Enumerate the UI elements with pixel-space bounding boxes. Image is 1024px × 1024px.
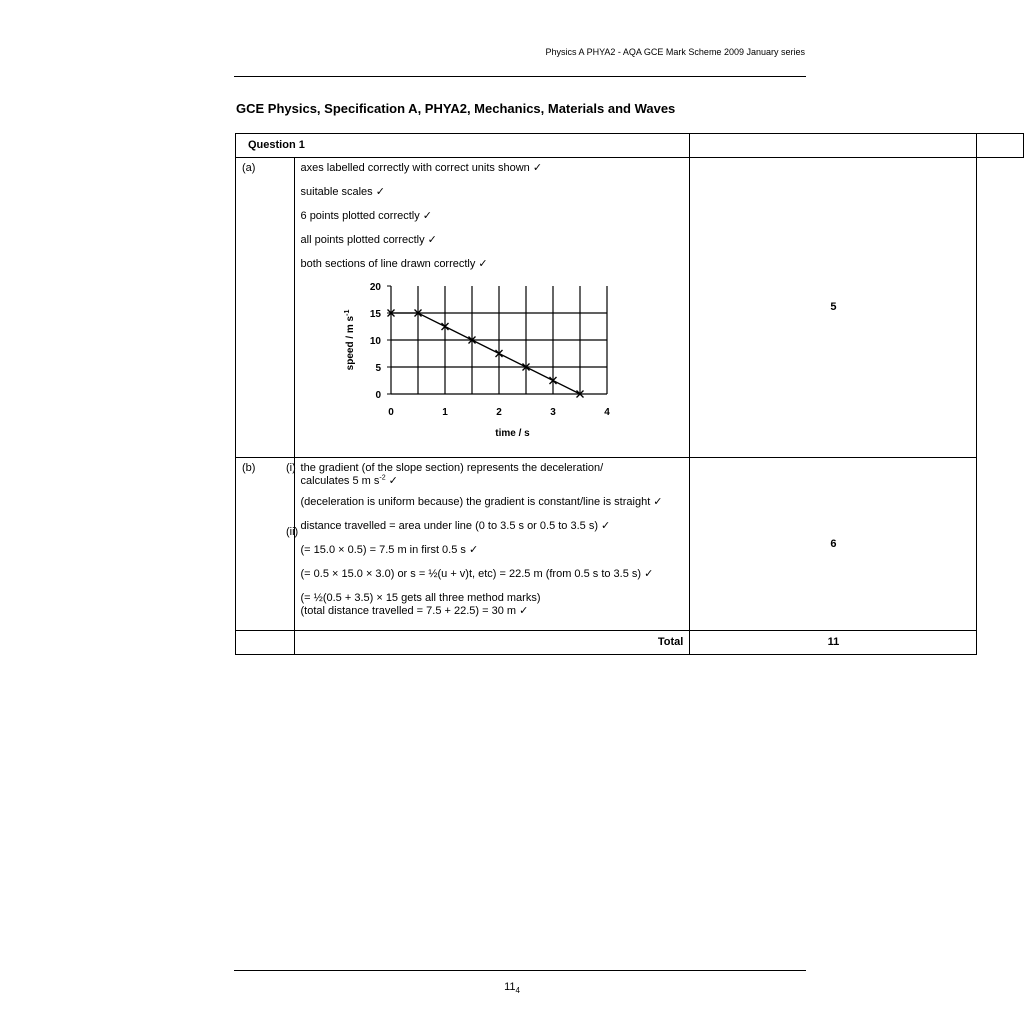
total-label: Total <box>657 636 684 648</box>
gradient-value: calculates 5 m s <box>300 475 380 487</box>
y-tick-label: 5 <box>374 363 381 374</box>
method-marks-note: (= ½(0.5 + 3.5) × 15 gets all three method marks) <box>300 592 541 604</box>
header-marks-cell <box>977 134 1024 158</box>
part-a-content-cell <box>294 158 690 458</box>
mark-point: (= 15.0 × 0.5) = 7.5 m in first 0.5 s ✓ <box>300 544 479 556</box>
speed-time-graph-svg <box>335 280 635 440</box>
mark-point: axes labelled correctly with correct units shown ✓ <box>300 162 543 174</box>
x-tick-label: 0 <box>387 407 394 418</box>
part-a-label-cell <box>236 158 295 458</box>
mark-point: (= 0.5 × 15.0 × 3.0) or s = ½(u + v)t, etc) = 22.5 m (from 0.5 s to 3.5 s) ✓ <box>300 568 654 580</box>
part-b-label-cell <box>236 458 299 631</box>
running-header: Physics A PHYA2 - AQA GCE Mark Scheme 2009 January series <box>545 47 805 57</box>
mark-point: both sections of line drawn correctly ✓ <box>300 258 488 270</box>
mark-scheme-table <box>235 133 1024 655</box>
mark-point <box>301 462 690 488</box>
x-tick-label: 4 <box>603 407 610 418</box>
total-marks: 11 <box>827 636 840 648</box>
part-b-roman-ii: (ii) <box>286 526 299 538</box>
part-b-content-cell <box>294 458 690 631</box>
y-tick-label: 15 <box>369 309 381 320</box>
x-axis-label: time / s <box>494 428 530 439</box>
part-b-letter: (b) <box>242 462 256 474</box>
x-tick-label: 3 <box>549 407 556 418</box>
part-b-roman-i: (i) <box>286 462 296 474</box>
mark-point: 6 points plotted correctly ✓ <box>300 210 433 222</box>
page-number-main: 11 <box>504 981 516 993</box>
mark-point: all points plotted correctly ✓ <box>300 234 437 246</box>
x-tick-label: 1 <box>441 407 448 418</box>
document-title: GCE Physics, Specification A, PHYA2, Mechanics, Materials and Waves <box>236 101 676 116</box>
mark-point: (deceleration is uniform because) the gradient is constant/line is straight ✓ <box>300 496 663 508</box>
part-b-lines <box>295 458 690 618</box>
page-number <box>0 981 1024 993</box>
y-tick-label: 10 <box>369 336 381 347</box>
y-tick-label: 0 <box>374 390 381 401</box>
header-rule <box>234 76 806 77</box>
speed-time-chart <box>335 280 690 443</box>
y-axis-label-text: speed / m s <box>344 315 356 371</box>
gradient-line-1: the gradient (of the slope section) represents the deceleration/ <box>300 462 604 474</box>
y-axis-label <box>344 310 356 371</box>
total-empty-cell <box>236 631 295 655</box>
y-tick-label: 20 <box>369 282 381 293</box>
total-marks-cell <box>690 631 977 655</box>
y-axis-label-exponent: -1 <box>343 309 351 316</box>
question-label: Question 1 <box>248 139 305 151</box>
part-a-marks-cell <box>690 158 977 458</box>
x-tick-label: 2 <box>495 407 502 418</box>
unit-exponent: -2 <box>379 474 386 482</box>
mark-point: suitable scales ✓ <box>300 186 385 198</box>
question-label-cell <box>236 134 690 158</box>
mark-point: distance travelled = area under line (0 to 3.5 s or 0.5 to 3.5 s) ✓ <box>300 520 611 532</box>
part-a-letter: (a) <box>242 162 256 174</box>
footer-rule <box>234 970 806 971</box>
part-b-marks-cell <box>690 458 977 631</box>
tick-mark: ✓ <box>385 475 398 487</box>
header-spacer-cell <box>690 134 977 158</box>
page-number-sub: 4 <box>515 986 520 995</box>
part-a-lines <box>295 158 690 271</box>
part-a-marks: 5 <box>830 301 837 313</box>
mark-point <box>301 592 690 618</box>
part-b-marks: 6 <box>830 538 837 550</box>
total-label-cell <box>294 631 690 655</box>
gradient-line-2 <box>301 475 690 488</box>
total-distance-line: (total distance travelled = 7.5 + 22.5) = 30 m ✓ <box>300 605 529 617</box>
